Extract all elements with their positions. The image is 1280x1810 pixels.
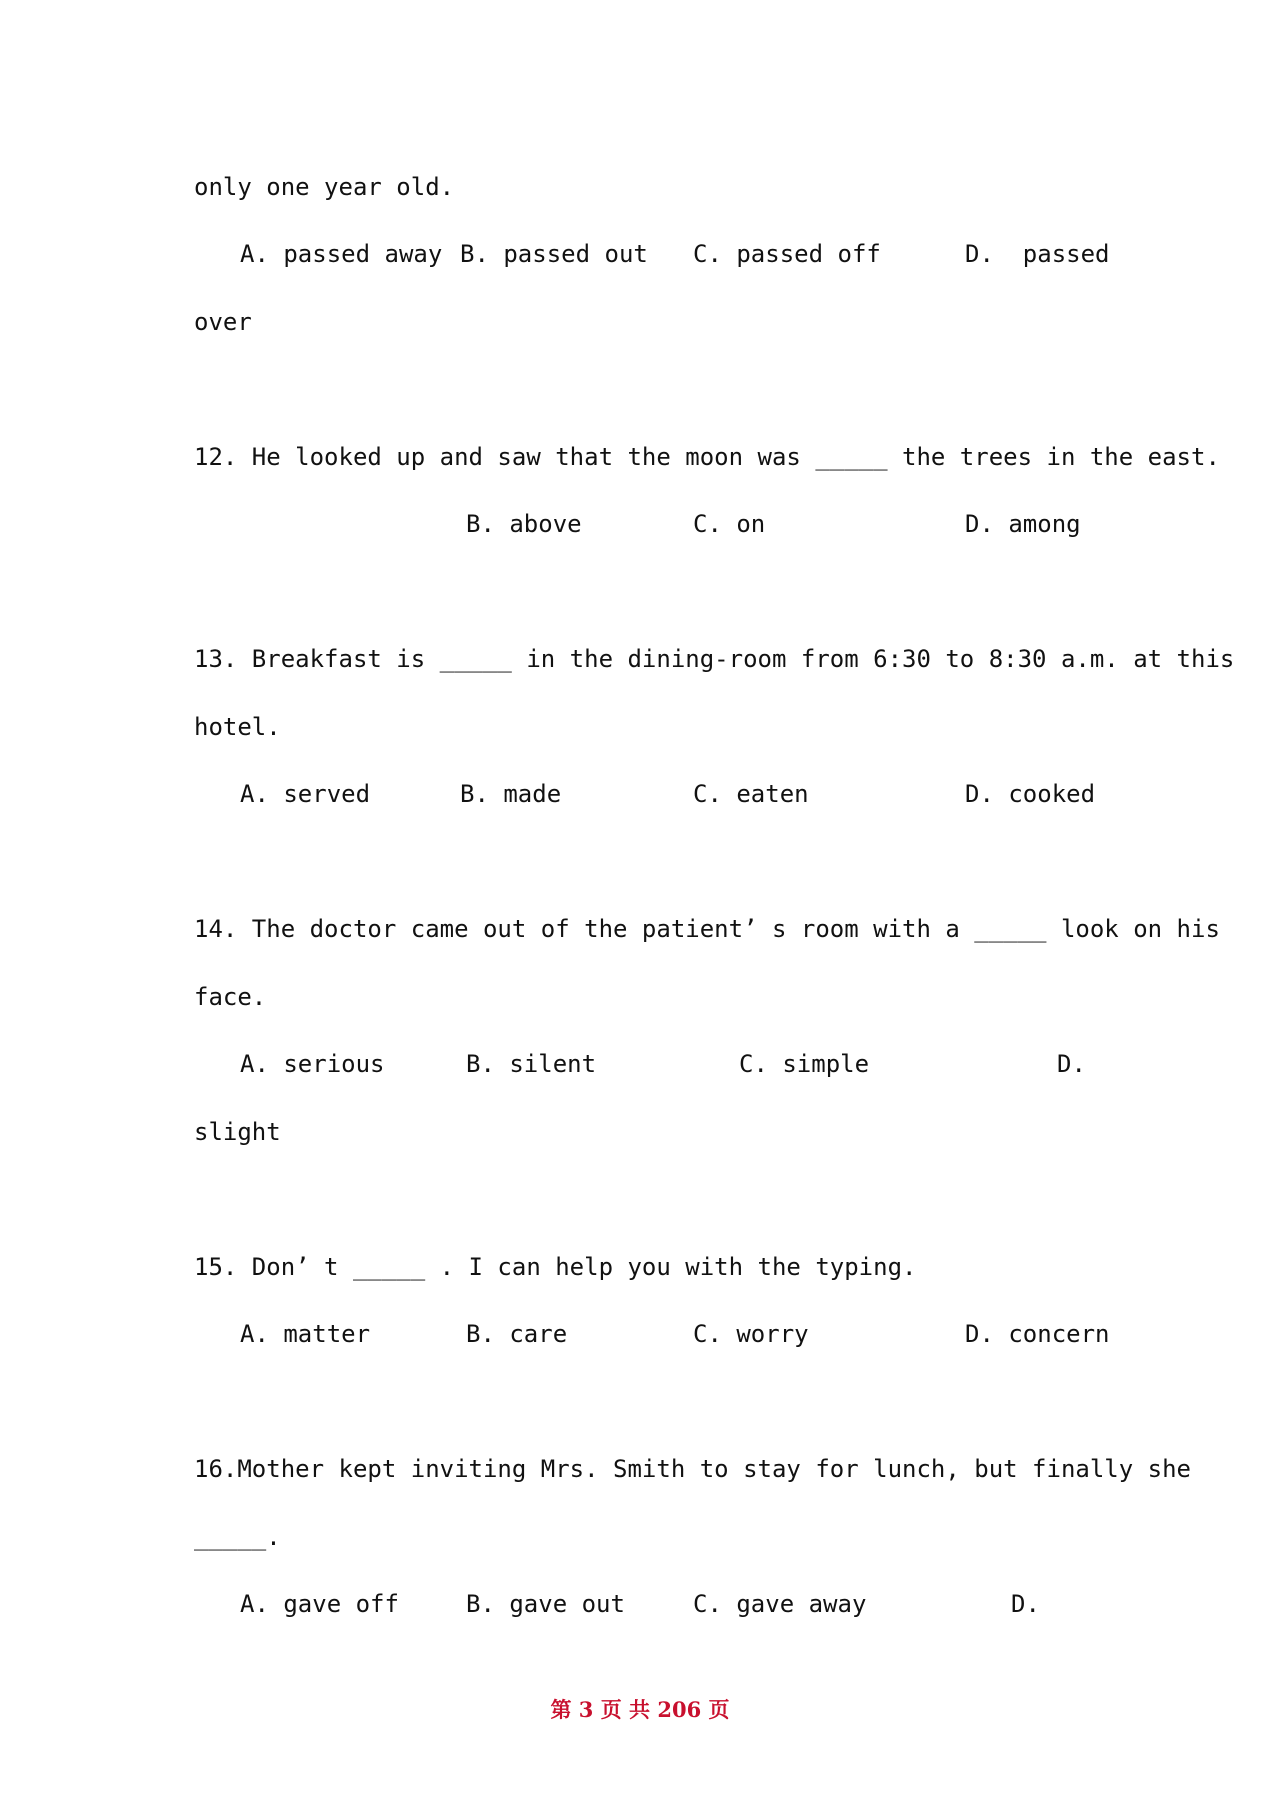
q14-stem: 14. The doctor came out of the patient’ s room with a _____ look on his [194, 915, 1220, 943]
q12-stem: 12. He looked up and saw that the moon was _____ the trees in the east. [194, 443, 1220, 471]
q15-option-c: C. worry [693, 1320, 809, 1348]
q16-option-b: B. gave out [466, 1590, 625, 1618]
q11-option-d-wrap: over [194, 308, 252, 336]
q14-option-d: D. [1057, 1050, 1086, 1078]
q15-option-a: A. matter [240, 1320, 371, 1348]
q13-option-a: A. served [240, 780, 371, 808]
q16-option-a: A. gave off [240, 1590, 399, 1618]
q14-stem-wrap: face. [194, 983, 267, 1011]
q14-option-c: C. simple [739, 1050, 870, 1078]
q15-stem: 15. Don’ t _____ . I can help you with the typing. [194, 1253, 917, 1281]
page-number-footer: 第 3 页 共 206 页 [550, 1697, 730, 1722]
q13-stem: 13. Breakfast is _____ in the dining-room from 6:30 to 8:30 a.m. at this [194, 645, 1235, 673]
q13-option-d: D. cooked [965, 780, 1096, 808]
q12-option-b: B. above [466, 510, 582, 538]
q16-option-d: D. [1011, 1590, 1040, 1618]
q11-option-b: B. passed out [460, 240, 648, 268]
q11-option-a: A. passed away [240, 240, 443, 268]
q13-stem-wrap: hotel. [194, 713, 281, 741]
q16-stem-wrap: _____. [194, 1523, 281, 1551]
q12-option-d: D. among [965, 510, 1081, 538]
q16-option-c: C. gave away [693, 1590, 867, 1618]
q14-option-a: A. serious [240, 1050, 385, 1078]
q14-option-b: B. silent [466, 1050, 597, 1078]
q11-option-c: C. passed off [693, 240, 881, 268]
q16-stem: 16.Mother kept inviting Mrs. Smith to stay for lunch, but finally she [194, 1455, 1191, 1483]
q11-stem-end: only one year old. [194, 173, 455, 201]
q14-option-d-wrap: slight [194, 1118, 281, 1146]
q15-option-d: D. concern [965, 1320, 1110, 1348]
q11-option-d: D. passed [965, 240, 1110, 268]
q13-option-c: C. eaten [693, 780, 809, 808]
q13-option-b: B. made [460, 780, 562, 808]
q12-option-c: C. on [693, 510, 766, 538]
q15-option-b: B. care [466, 1320, 568, 1348]
